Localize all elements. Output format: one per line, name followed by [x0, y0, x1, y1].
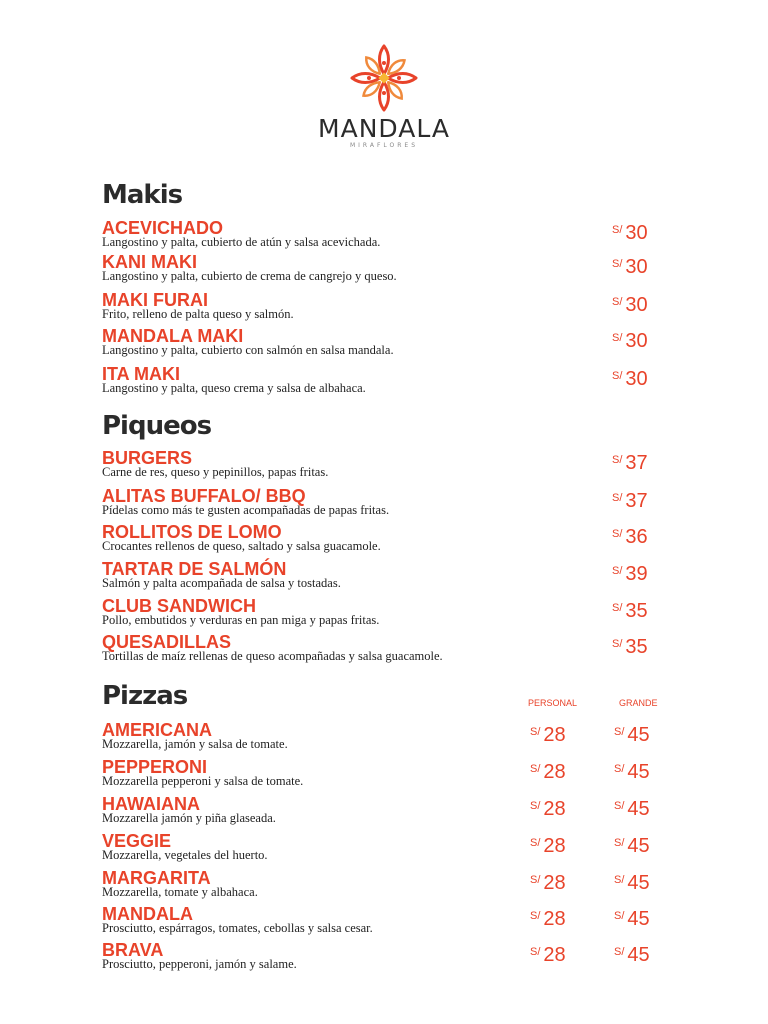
menu-item — [102, 720, 682, 756]
item-description: Mozzarella jamón y piña glaseada. — [102, 811, 276, 825]
item-price — [612, 218, 648, 247]
section-title-pizzas: Pizzas — [102, 681, 188, 711]
price-amount: 45 — [627, 835, 650, 857]
currency-symbol: S/ — [612, 638, 623, 650]
price-amount: 28 — [543, 835, 566, 857]
item-name: QUESADILLAS — [102, 632, 232, 652]
price-amount: 30 — [625, 330, 648, 352]
menu-item — [102, 522, 682, 558]
item-price — [612, 326, 648, 355]
price-amount: 45 — [627, 761, 650, 783]
item-price — [612, 559, 648, 588]
currency-symbol: S/ — [612, 565, 623, 577]
item-price — [612, 522, 648, 551]
item-price-personal — [530, 940, 566, 969]
item-price — [612, 252, 648, 281]
price-amount: 45 — [627, 908, 650, 930]
menu-item — [102, 757, 682, 793]
item-name: KANI MAKI — [102, 252, 197, 272]
item-name: PEPPERONI — [102, 757, 208, 777]
price-amount: 28 — [543, 724, 566, 746]
currency-symbol: S/ — [612, 454, 623, 466]
currency-symbol: S/ — [612, 492, 623, 504]
item-description: Carne de res, queso y pepinillos, papas fritas. — [102, 465, 329, 479]
item-price-personal — [530, 720, 566, 749]
column-header-grande: GRANDE — [619, 698, 658, 708]
item-description: Pídelas como más te gusten acompañadas de papas fritas. — [102, 503, 390, 517]
price-amount: 28 — [543, 761, 566, 783]
item-name: MAKI FURAI — [102, 290, 208, 310]
item-name: AMERICANA — [102, 720, 212, 740]
currency-symbol: S/ — [612, 258, 623, 270]
currency-symbol: S/ — [530, 763, 541, 775]
price-amount: 45 — [627, 872, 650, 894]
item-name: MANDALA MAKI — [102, 326, 244, 346]
currency-symbol: S/ — [530, 800, 541, 812]
item-price — [612, 486, 648, 515]
currency-symbol: S/ — [614, 837, 625, 849]
price-amount: 45 — [627, 944, 650, 966]
price-amount: 35 — [625, 636, 648, 658]
item-description: Mozzarella, jamón y salsa de tomate. — [102, 737, 288, 751]
price-amount: 35 — [625, 600, 648, 622]
item-name: ALITAS BUFFALO/ BBQ — [102, 486, 306, 506]
menu-item — [102, 940, 682, 976]
currency-symbol: S/ — [530, 726, 541, 738]
item-description: Langostino y palta, cubierto de atún y salsa acevichada. — [102, 235, 381, 249]
item-description: Mozzarella pepperoni y salsa de tomate. — [102, 774, 304, 788]
item-price-grande — [614, 720, 650, 749]
item-price-personal — [530, 794, 566, 823]
item-price-grande — [614, 940, 650, 969]
price-amount: 28 — [543, 944, 566, 966]
currency-symbol: S/ — [614, 946, 625, 958]
menu-item — [102, 632, 682, 668]
price-amount: 28 — [543, 872, 566, 894]
item-description: Salmón y palta acompañada de salsa y tostadas. — [102, 576, 341, 590]
item-description: Prosciutto, pepperoni, jamón y salame. — [102, 957, 297, 971]
item-price-personal — [530, 868, 566, 897]
price-amount: 36 — [625, 526, 648, 548]
currency-symbol: S/ — [612, 296, 623, 308]
item-name: ACEVICHADO — [102, 218, 224, 238]
price-amount: 45 — [627, 724, 650, 746]
item-price — [612, 364, 648, 393]
menu-item — [102, 559, 682, 595]
item-price — [612, 290, 648, 319]
currency-symbol: S/ — [614, 763, 625, 775]
item-price-grande — [614, 868, 650, 897]
currency-symbol: S/ — [612, 528, 623, 540]
menu-item — [102, 448, 682, 484]
item-price — [612, 596, 648, 625]
menu-item — [102, 218, 682, 254]
brand-logo — [0, 42, 768, 150]
price-amount: 37 — [625, 490, 648, 512]
price-amount: 30 — [625, 256, 648, 278]
section-title-piqueos: Piqueos — [102, 411, 212, 441]
currency-symbol: S/ — [612, 602, 623, 614]
item-name: ROLLITOS DE LOMO — [102, 522, 282, 542]
brand-name: MANDALA — [318, 114, 450, 143]
currency-symbol: S/ — [530, 946, 541, 958]
item-name: VEGGIE — [102, 831, 172, 851]
item-description: Tortillas de maíz rellenas de queso acompañadas y salsa guacamole. — [102, 649, 443, 663]
mandala-flower-icon — [349, 42, 419, 114]
item-price-personal — [530, 757, 566, 786]
menu-item — [102, 794, 682, 830]
price-amount: 30 — [625, 222, 648, 244]
item-description: Mozzarella, vegetales del huerto. — [102, 848, 268, 862]
item-price-personal — [530, 831, 566, 860]
item-name: ITA MAKI — [102, 364, 180, 384]
currency-symbol: S/ — [612, 370, 623, 382]
item-name: BURGERS — [102, 448, 193, 468]
price-amount: 39 — [625, 563, 648, 585]
menu-item — [102, 326, 682, 362]
item-price-grande — [614, 757, 650, 786]
item-description: Mozzarella, tomate y albahaca. — [102, 885, 258, 899]
item-price-grande — [614, 904, 650, 933]
currency-symbol: S/ — [530, 874, 541, 886]
item-description: Langostino y palta, cubierto de crema de cangrejo y queso. — [102, 269, 397, 283]
item-price-grande — [614, 831, 650, 860]
item-description: Prosciutto, espárragos, tomates, cebollas y salsa cesar. — [102, 921, 373, 935]
item-description: Pollo, embutidos y verduras en pan miga y papas fritas. — [102, 613, 380, 627]
item-price — [612, 448, 648, 477]
price-amount: 30 — [625, 294, 648, 316]
price-amount: 37 — [625, 452, 648, 474]
currency-symbol: S/ — [614, 910, 625, 922]
price-amount: 45 — [627, 798, 650, 820]
menu-item — [102, 364, 682, 400]
menu-item — [102, 868, 682, 904]
brand-subtitle: MIRAFLORES — [349, 142, 419, 149]
column-header-personal: PERSONAL — [528, 698, 578, 708]
item-description: Frito, relleno de palta queso y salmón. — [102, 307, 294, 321]
item-name: CLUB SANDWICH — [102, 596, 256, 616]
currency-symbol: S/ — [614, 874, 625, 886]
menu-item — [102, 831, 682, 867]
currency-symbol: S/ — [530, 910, 541, 922]
section-title-makis: Makis — [102, 180, 183, 210]
item-description: Langostino y palta, cubierto con salmón en salsa mandala. — [102, 343, 394, 357]
item-price-grande — [614, 794, 650, 823]
item-name: HAWAIANA — [102, 794, 200, 814]
item-name: MARGARITA — [102, 868, 211, 888]
item-name: MANDALA — [102, 904, 193, 924]
item-description: Langostino y palta, queso crema y salsa de albahaca. — [102, 381, 366, 395]
menu-item — [102, 904, 682, 940]
currency-symbol: S/ — [614, 800, 625, 812]
currency-symbol: S/ — [612, 332, 623, 344]
item-description: Crocantes rellenos de queso, saltado y salsa guacamole. — [102, 539, 381, 553]
currency-symbol: S/ — [614, 726, 625, 738]
price-amount: 30 — [625, 368, 648, 390]
menu-item — [102, 290, 682, 326]
menu-item — [102, 252, 682, 288]
currency-symbol: S/ — [530, 837, 541, 849]
price-amount: 28 — [543, 798, 566, 820]
menu-item — [102, 486, 682, 522]
item-name: TARTAR DE SALMÓN — [102, 559, 287, 579]
item-price-personal — [530, 904, 566, 933]
currency-symbol: S/ — [612, 224, 623, 236]
price-amount: 28 — [543, 908, 566, 930]
item-price — [612, 632, 648, 661]
menu-item — [102, 596, 682, 632]
item-name: BRAVA — [102, 940, 164, 960]
